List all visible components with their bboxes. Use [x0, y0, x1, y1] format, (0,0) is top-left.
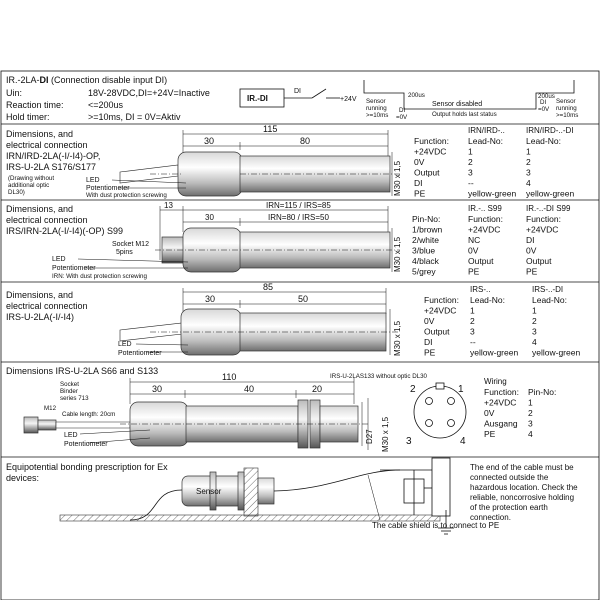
- svg-text:electrical connection: electrical connection: [6, 301, 88, 311]
- section-2: [6, 201, 571, 280]
- svg-text:Potentiometer: Potentiometer: [52, 265, 96, 272]
- svg-text:series 713: series 713: [60, 395, 89, 402]
- svg-text:30: 30: [152, 384, 163, 394]
- hold-value: >=10ms, DI = 0V=Aktiv: [88, 112, 181, 122]
- s5-cable: [274, 470, 400, 491]
- svg-text:4: 4: [460, 436, 466, 447]
- svg-text:IRS/IRN-2LA(-I/-I4)(-OP) S99: IRS/IRN-2LA(-I/-I4)(-OP) S99: [6, 226, 124, 236]
- table-cell: 3/blue: [412, 245, 436, 256]
- svg-text:Output holds last status: Output holds last status: [432, 111, 497, 118]
- table-cell: 1: [526, 146, 531, 157]
- table-cell: Output: [424, 326, 450, 337]
- svg-text:=0V: =0V: [538, 106, 550, 113]
- svg-text:110: 110: [222, 372, 237, 382]
- table-cell: Output: [526, 256, 552, 266]
- svg-text:devices:: devices:: [6, 473, 40, 483]
- table-cell: PE: [468, 266, 480, 277]
- table-cell: NC: [468, 235, 481, 245]
- svg-text:D27: D27: [365, 429, 374, 444]
- table-cell: 4/black: [412, 256, 439, 266]
- svg-text:=0V: =0V: [396, 114, 408, 121]
- hold-label: Hold timer:: [6, 112, 50, 122]
- table-cell: PE: [484, 429, 496, 439]
- svg-text:IRS-U-2LAS133 without optic DL: IRS-U-2LAS133 without optic DL30: [330, 373, 427, 380]
- svg-text:With dust protection screwing: With dust protection screwing: [86, 192, 167, 199]
- svg-text:Sensor disabled: Sensor disabled: [432, 101, 483, 108]
- svg-text:Potentiometer: Potentiometer: [86, 185, 130, 192]
- table-cell: 4: [532, 337, 537, 347]
- svg-text:IRS-U-2LA(-I/-I4): IRS-U-2LA(-I/-I4): [6, 312, 75, 322]
- reaction-label: Reaction time:: [6, 100, 64, 110]
- svg-text:Potentiometer: Potentiometer: [118, 350, 162, 357]
- svg-text:50: 50: [298, 294, 309, 304]
- svg-text:Wiring: Wiring: [484, 377, 507, 386]
- table-cell: 2: [468, 157, 473, 167]
- table-cell: Output: [468, 256, 494, 266]
- table-cell: 1: [468, 146, 473, 157]
- s1-title3: IRN/IRD-2LA(-I/-I4)-OP,: [6, 151, 101, 161]
- table-cell: 4: [526, 178, 531, 188]
- pin-1: [426, 398, 433, 405]
- table-cell: 3: [528, 418, 533, 429]
- svg-text:running: running: [366, 105, 387, 112]
- svg-text:DI: DI: [399, 107, 406, 114]
- table-cell: 1: [528, 397, 533, 408]
- svg-text:3: 3: [406, 436, 412, 447]
- table-cell: +24VDC: [414, 146, 447, 157]
- table-cell: +24VDC: [424, 305, 457, 316]
- section-3: [6, 282, 580, 358]
- svg-text:30: 30: [205, 294, 216, 304]
- s1-title4: IRS-U-2LA S176/S177: [6, 162, 97, 172]
- svg-text:IRN=115 / IRS=85: IRN=115 / IRS=85: [266, 201, 331, 210]
- svg-text:200us: 200us: [538, 93, 555, 100]
- mounting-bracket: [244, 468, 258, 516]
- svg-text:(Drawing without: (Drawing without: [8, 175, 55, 182]
- svg-text:Sensor: Sensor: [556, 98, 576, 105]
- table-cell: Lead-No:: [526, 136, 561, 146]
- table-cell: 2: [528, 408, 533, 418]
- table-cell: PE: [414, 188, 426, 199]
- table-cell: Function:: [424, 295, 459, 305]
- s1-wiring-table: [414, 136, 574, 199]
- svg-text:>=10ms: >=10ms: [366, 112, 389, 119]
- svg-text:IRS-..-DI: IRS-..-DI: [532, 285, 564, 294]
- svg-text:Dimensions, and: Dimensions, and: [6, 204, 74, 214]
- table-cell: 3: [470, 326, 475, 337]
- svg-text:Binder: Binder: [60, 388, 78, 395]
- table-cell: Function:: [484, 387, 519, 397]
- section-5: [6, 458, 596, 534]
- table-cell: yellow-green: [532, 347, 581, 358]
- table-cell: 0V: [484, 408, 495, 418]
- table-cell: Lead-No:: [470, 295, 505, 305]
- table-cell: 3: [468, 167, 473, 178]
- table-cell: 0V: [414, 157, 425, 167]
- svg-text:85: 85: [263, 282, 274, 292]
- svg-text:Socket: Socket: [60, 381, 79, 388]
- svg-text:Socket M12: Socket M12: [112, 241, 149, 248]
- svg-text:5pins: 5pins: [116, 249, 133, 256]
- svg-text:reliable, noncorrosive holding: reliable, noncorrosive holding: [470, 493, 575, 502]
- table-cell: 0V: [526, 245, 537, 256]
- table-cell: --: [470, 337, 476, 347]
- s4-cable: [56, 422, 130, 428]
- svg-text:IR.-.. S99: IR.-.. S99: [468, 204, 502, 213]
- svg-text:30: 30: [204, 136, 215, 146]
- table-cell: yellow-green: [470, 347, 519, 358]
- table-cell: 1/brown: [412, 224, 443, 235]
- table-cell: 2: [532, 316, 537, 326]
- svg-text:LED: LED: [64, 432, 78, 439]
- svg-text:115: 115: [263, 124, 278, 134]
- svg-text:running: running: [556, 105, 577, 112]
- header-title: IR.-2LA-DI (Connection disable input DI): [6, 75, 168, 85]
- table-cell: Pin-No:: [528, 387, 557, 397]
- table-cell: Function:: [468, 214, 503, 224]
- pin-4: [448, 420, 455, 427]
- pin-3: [426, 420, 433, 427]
- svg-text:electrical connection: electrical connection: [6, 215, 88, 225]
- s1-sensor-rear: [178, 152, 242, 196]
- svg-text:M30 x 1,5: M30 x 1,5: [381, 416, 390, 452]
- table-cell: Lead-No:: [532, 295, 567, 305]
- svg-text:LED: LED: [118, 341, 132, 348]
- table-cell: +24VDC: [468, 224, 501, 235]
- svg-text:additional optic: additional optic: [8, 182, 50, 189]
- s4-wiring-table: [484, 387, 556, 439]
- di-label: DI: [294, 88, 301, 95]
- timing-diagram: [240, 80, 578, 121]
- svg-text:DI: DI: [540, 99, 547, 106]
- svg-text:IR.-..-DI S99: IR.-..-DI S99: [526, 204, 571, 213]
- s1-diameter: M30 x 1,5: [393, 160, 402, 196]
- svg-text:200us: 200us: [408, 92, 425, 99]
- table-cell: 3: [532, 326, 537, 337]
- svg-text:The end of the cable must be: The end of the cable must be: [470, 463, 574, 472]
- table-cell: 1: [532, 305, 537, 316]
- uin-value: 18V-28VDC,DI=+24V=Inactive: [88, 88, 210, 98]
- table-cell: 0V: [424, 316, 435, 326]
- svg-text:DL30): DL30): [8, 189, 25, 196]
- table-cell: 4: [528, 429, 533, 439]
- svg-text:LED: LED: [52, 256, 66, 263]
- svg-text:LED: LED: [86, 177, 100, 184]
- table-cell: DI: [414, 178, 423, 188]
- table-cell: Function:: [414, 136, 449, 146]
- svg-text:Cable length: 20cm: Cable length: 20cm: [62, 411, 116, 418]
- svg-text:13: 13: [164, 201, 173, 210]
- table-cell: 0V: [468, 245, 479, 256]
- svg-text:M30 x 1,5: M30 x 1,5: [393, 236, 402, 272]
- svg-text:IRN/IRD-..-DI: IRN/IRD-..-DI: [526, 126, 574, 135]
- table-cell: 5/grey: [412, 266, 436, 277]
- cable-shield-note: The cable shield is to connect to PE: [372, 521, 500, 530]
- svg-text:80: 80: [300, 136, 311, 146]
- svg-text:Sensor: Sensor: [366, 98, 386, 105]
- svg-text:2: 2: [410, 384, 416, 395]
- uin-label: Uin:: [6, 88, 23, 98]
- table-cell: yellow-green: [468, 188, 517, 199]
- reaction-value: <=200us: [88, 100, 124, 110]
- s3-wiring-table: [424, 295, 580, 358]
- svg-text:Potentiometer: Potentiometer: [64, 441, 108, 448]
- svg-text:1: 1: [458, 384, 464, 395]
- s4-binder-socket: [24, 417, 38, 433]
- svg-text:40: 40: [244, 384, 255, 394]
- svg-text:of the protection earth: of the protection earth: [470, 503, 548, 512]
- table-cell: +24VDC: [526, 224, 559, 235]
- plus24-label: +24V: [340, 96, 357, 103]
- s2-wiring-table: [412, 214, 561, 277]
- pin-2: [448, 398, 455, 405]
- header-block: [6, 75, 210, 122]
- svg-text:IRN=80 / IRS=50: IRN=80 / IRS=50: [268, 213, 329, 222]
- svg-text:M30 x 1,5: M30 x 1,5: [393, 320, 402, 356]
- table-cell: PE: [526, 266, 538, 277]
- table-cell: 2: [526, 157, 531, 167]
- svg-text:IRN/IRD-..: IRN/IRD-..: [468, 126, 505, 135]
- s4-title: Dimensions IRS-U-2LA S66 and S133: [6, 366, 159, 376]
- svg-text:M12: M12: [44, 405, 57, 412]
- table-cell: Pin-No:: [412, 214, 441, 224]
- table-cell: +24VDC: [484, 397, 517, 408]
- table-cell: 2: [470, 316, 475, 326]
- table-cell: yellow-green: [526, 188, 575, 199]
- switch-symbol: [312, 89, 326, 98]
- s5-sensor-mark: Sensor: [196, 487, 222, 496]
- table-cell: 3: [526, 167, 531, 178]
- svg-text:>=10ms: >=10ms: [556, 112, 579, 119]
- ir-di-box-label: IR.-DI: [247, 94, 268, 103]
- table-cell: 2/white: [412, 235, 439, 245]
- table-cell: 1: [470, 305, 475, 316]
- table-cell: DI: [526, 235, 535, 245]
- table-cell: PE: [424, 347, 436, 358]
- svg-text:connection.: connection.: [470, 513, 511, 522]
- table-cell: Ausgang: [484, 418, 518, 429]
- svg-text:Dimensions, and: Dimensions, and: [6, 290, 74, 300]
- s1-title1: Dimensions, and: [6, 129, 74, 139]
- s1-title2: electrical connection: [6, 140, 88, 150]
- section-1: [6, 124, 574, 199]
- svg-text:Equipotential bonding prescrip: Equipotential bonding prescription for Ex: [6, 462, 168, 472]
- svg-text:30: 30: [205, 213, 214, 222]
- svg-text:connected outside the: connected outside the: [470, 473, 549, 482]
- table-cell: --: [468, 178, 474, 188]
- svg-text:IRS-..: IRS-..: [470, 285, 491, 294]
- svg-text:20: 20: [312, 384, 323, 394]
- table-cell: Function:: [526, 214, 561, 224]
- table-cell: Lead-No:: [468, 136, 503, 146]
- section-4: [6, 366, 556, 452]
- svg-text:hazardous location. Check the: hazardous location. Check the: [470, 483, 578, 492]
- table-cell: DI: [424, 337, 433, 347]
- svg-text:IRN: With dust protection scre: IRN: With dust protection screwing: [52, 273, 147, 280]
- table-cell: Output: [414, 167, 440, 178]
